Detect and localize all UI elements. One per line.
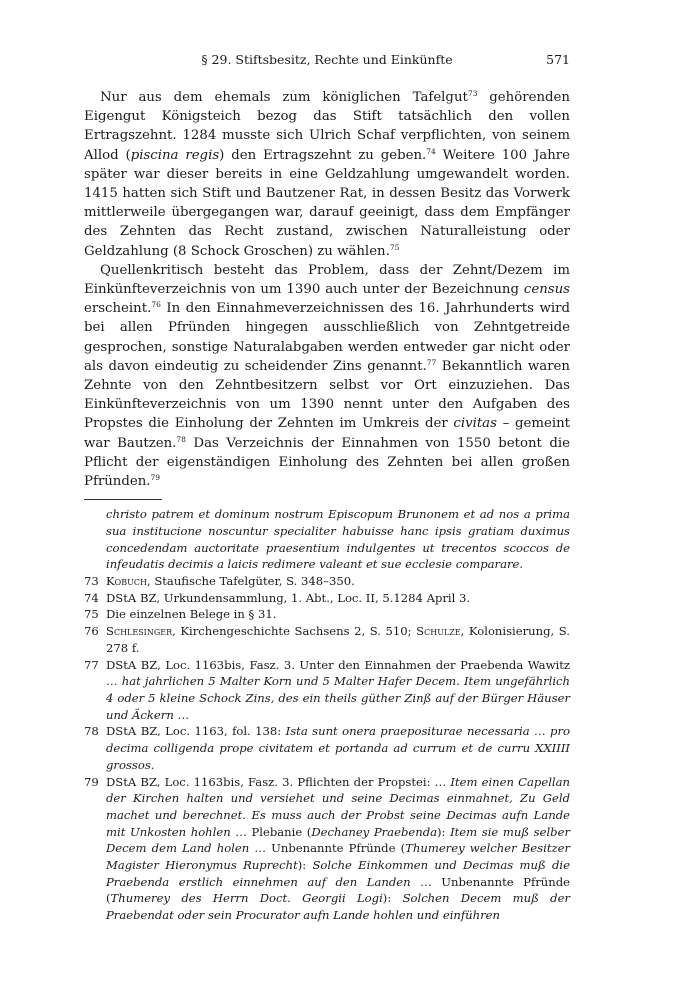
- footnote-number: 76: [84, 624, 99, 639]
- text-run: erscheint.: [84, 301, 152, 317]
- footnote-ref-77: 77: [426, 357, 437, 367]
- footnote-ref-79: 79: [150, 473, 161, 483]
- page-number: 571: [546, 52, 570, 67]
- footnote-text: [106, 623, 570, 656]
- text-run: DStA BZ, Loc. 1163, fol. 138:: [106, 724, 286, 739]
- paragraph-1: [84, 88, 570, 261]
- footnote-number: 75: [84, 607, 99, 622]
- italic-run: census: [523, 282, 570, 298]
- footnote-ref-78: 78: [176, 434, 186, 444]
- author-name: Schlesinger: [106, 624, 173, 639]
- italic-run: Item sie muß selber Decem dem Land holen: [106, 824, 570, 856]
- footnote-75: [84, 606, 570, 623]
- text-run: … Unbenannte Pfründe (: [106, 874, 570, 906]
- text-run: DStA BZ, Loc. 1163bis, Fasz. 3. Unter den Einnahmen der Praebenda Wawitz: [106, 657, 570, 672]
- footnote-continuation: [84, 506, 570, 573]
- footnotes: [84, 506, 570, 924]
- text-run: ) den Ertragszehnt zu geben.: [219, 147, 427, 163]
- text-run: Bekanntlich waren Zehnte von den Zehntbesitzern selbst vor Ort einzuziehen. Das Einkünfteverzeichnis von um 1390 nennt unter den Aufgaben des Propstes die Einholung der Zehnten im Umkreis der: [84, 358, 570, 432]
- paragraph-2: [84, 261, 570, 491]
- book-page: [84, 52, 570, 924]
- text-run: … Plebanie (: [230, 824, 312, 839]
- footnote-ref-75: 75: [389, 242, 400, 252]
- footnote-separator: [84, 499, 162, 500]
- text-run: Quellenkritisch besteht das Problem, dass der Zehnt/Dezem im Einkünfteverzeichnis von um 1390 auch unter der Bezeichnung: [84, 262, 570, 298]
- footnote-76: [84, 623, 570, 656]
- text-run: – gemeint war Bautzen.: [84, 416, 570, 451]
- text-run: Weitere 100 Jahre später war dieser bereits in eine Geldzahlung umgewandelt worden. 1415 hatten sich Stift und Bautzener Rat, in dessen Besitz das Vorwerk mittlerweile übergegangen war, darauf geeinigt, dass dem Empfänger des Zehnten das Recht zustand, zwischen Naturalleistung oder Geldzahlung (8 Schock Groschen) zu wählen.: [84, 147, 570, 259]
- footnote-number: 74: [84, 590, 99, 605]
- footnote-text: Die einzelnen Belege in § 31.: [106, 607, 277, 622]
- footnote-number: 77: [84, 657, 99, 672]
- footnote-text: DStA BZ, Urkundensammlung, 1. Abt., Loc. II, 5.1284 April 3.: [106, 590, 471, 605]
- text-run: , Staufische Tafelgüter, S. 348–350.: [146, 574, 355, 589]
- text-run: gehörenden Eigengut Königsteich bezog das Stift tatsächlich den vollen Ertragszehnt. 1284 musste sich Ulrich Schaf verpflichten, von seinem Allod (: [84, 90, 570, 163]
- footnote-74: [84, 590, 570, 607]
- italic-run: … hat jahrlichen 5 Malter Korn und 5 Malter Hafer Decem. Item ungefährlich 4 oder 5 kleine Schock Zins, des ein theils güther Zinß auf der Bürger Häuser und Äckern …: [106, 674, 570, 722]
- text-run: ):: [382, 891, 403, 906]
- text-run: Das Verzeichnis der Einnahmen von 1550 betont die Pflicht der eigenständigen Einholung des Zehnten bei allen großen Pfründen.: [84, 435, 570, 490]
- italic-run: Solche Einkommen und Decimas muß die Praebenda erstlich einnehmen auf den Landen: [106, 858, 570, 889]
- footnote-text: [106, 723, 570, 773]
- running-title: § 29. Stiftsbesitz, Rechte und Einkünfte: [201, 52, 453, 67]
- italic-run: christo patrem et dominum nostrum Episcopum Brunonem et ad nos a prima sua institucione noscuntur specialiter habuisse hanc ipsis gratiam duximus concedendam auctoritate praesentium indulgentes ut trecentos scoccos de infeudatis decimis a laicis redimere valeant et sue ecclesie comparare.: [106, 507, 570, 572]
- author-name: Kobuch: [106, 574, 147, 589]
- footnote-73: [84, 573, 570, 590]
- footnote-77: [84, 657, 570, 724]
- text-run: Nur aus dem ehemals zum königlichen Tafelgut: [100, 90, 468, 105]
- author-name: Schulze: [416, 624, 461, 639]
- italic-run: Ista sunt onera praepositurae necessaria … pro decima colligenda prope civitatem et portanda ad currum et de curru XXIIII grossos.: [106, 724, 571, 772]
- footnote-ref-74: 74: [426, 146, 436, 156]
- main-text: [84, 88, 570, 491]
- text-run: , Kolonisierung, S. 278 f.: [106, 624, 570, 655]
- footnote-78: [84, 723, 570, 773]
- italic-run: piscina regis: [130, 147, 220, 163]
- italic-run: civitas: [453, 416, 497, 432]
- footnote-ref-73: 73: [467, 89, 478, 98]
- text-run: In den Einnahmeverzeichnissen des 16. Jahrhunderts wird bei allen Pfründen hingegen ausschließlich von Zehntgetreide gesprochen, sonstige Naturalabgaben werden entweder gar nicht oder als davon eindeutig zu scheidender Zins genannt.: [84, 301, 570, 374]
- footnote-number: 79: [84, 774, 99, 789]
- text-run: ):: [297, 858, 313, 873]
- text-run: ):: [437, 824, 451, 839]
- italic-run: … Item einen Capellan der Kirchen halten und versiehet und seine Decimas einmahnet, Zu Geld machet und berechnet. Es muss auch der Probst seine Decimas aufn Lande mit Unkosten hohlen: [106, 774, 570, 839]
- footnote-number: 73: [84, 574, 99, 589]
- footnote-ref-76: 76: [151, 300, 161, 310]
- text-run: … Unbenannte Pfründe (: [249, 841, 406, 856]
- text-run: , Kirchengeschichte Sachsens 2, S. 510;: [172, 624, 417, 639]
- italic-run: Solchen Decem muß der Praebendat oder sein Procurator aufn Lande hohlen und einführen: [106, 891, 570, 923]
- italic-run: Thumerey des Herrn Doct. Georgii Logi: [110, 891, 383, 906]
- footnote-79: [84, 774, 570, 924]
- footnote-number: 78: [84, 724, 99, 739]
- italic-run: Thumerey welcher Besitzer Magister Hieronymus Ruprecht: [106, 841, 570, 873]
- footnote-text: [106, 774, 570, 924]
- italic-run: Dechaney Praebenda: [311, 824, 438, 839]
- running-head: [84, 52, 570, 74]
- footnote-text: [106, 573, 570, 590]
- footnote-text: [106, 657, 570, 724]
- text-run: DStA BZ, Loc. 1163bis, Fasz. 3. Pflichten der Propstei:: [106, 774, 435, 789]
